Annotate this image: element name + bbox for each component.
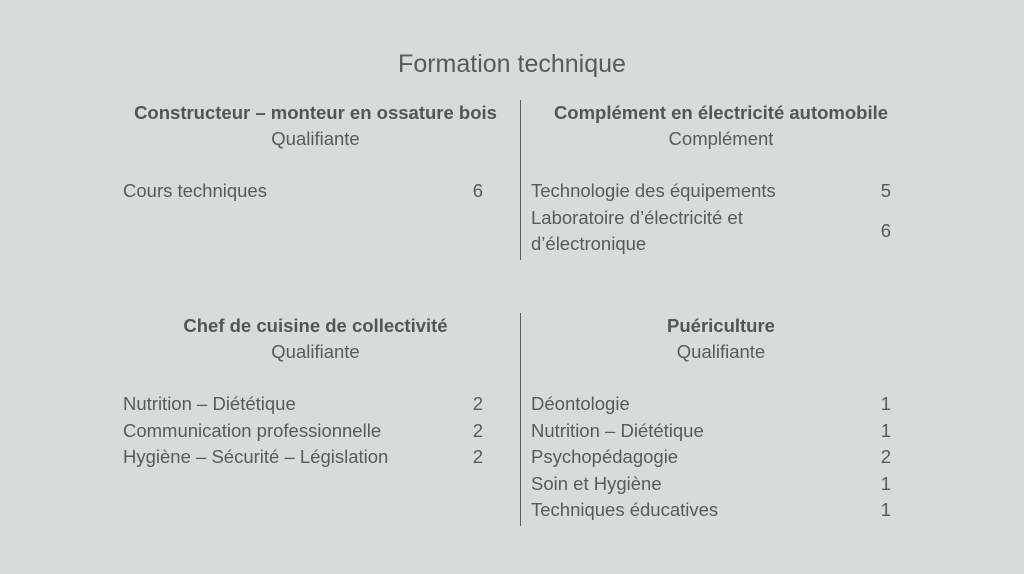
course-row xyxy=(531,178,891,205)
section-type: Qualifiante xyxy=(271,128,360,149)
course-row xyxy=(531,444,891,471)
course-name: Technologie des équipements xyxy=(531,180,776,201)
course-row xyxy=(531,471,891,498)
course-name: Hygiène – Sécurité – Législation xyxy=(123,446,389,467)
course-row xyxy=(531,497,891,524)
course-row xyxy=(531,418,891,445)
course-hours: 2 xyxy=(472,393,483,414)
course-hours: 2 xyxy=(472,446,483,467)
course-hours: 1 xyxy=(880,472,891,494)
course-hours: 1 xyxy=(880,393,891,414)
course-hours: 1 xyxy=(880,499,891,520)
section-constructeur xyxy=(123,100,497,260)
course-hours: 6 xyxy=(880,219,891,241)
course-name: Psychopédagogie xyxy=(531,446,679,467)
course-name: Laboratoire d’électricité et d’électronique xyxy=(531,206,743,254)
section-title: Complément en électricité automobile xyxy=(553,102,889,123)
course-row xyxy=(123,178,483,205)
course-hours: 5 xyxy=(880,180,891,201)
course-row xyxy=(531,391,891,418)
course-hours: 1 xyxy=(880,419,891,441)
section-title: Constructeur – monteur en ossature bois xyxy=(134,102,497,123)
course-name: Soin et Hygiène xyxy=(531,472,662,494)
section-title: Puériculture xyxy=(667,315,775,336)
section-cuisine xyxy=(123,313,483,526)
section-title: Chef de cuisine de collectivité xyxy=(183,315,448,336)
section-electricite xyxy=(531,100,891,260)
course-row xyxy=(531,205,891,258)
section-puericulture xyxy=(531,313,891,526)
course-name: Nutrition – Diététique xyxy=(123,393,296,414)
course-row xyxy=(123,391,483,418)
section-type: Qualifiante xyxy=(271,341,360,362)
page-title: Formation technique xyxy=(398,50,626,78)
course-row xyxy=(123,444,483,471)
course-name: Cours techniques xyxy=(123,180,267,201)
section-type: Complément xyxy=(668,128,774,149)
course-hours: 2 xyxy=(880,446,891,467)
course-name: Communication professionnelle xyxy=(123,419,382,441)
course-name: Techniques éducatives xyxy=(531,499,719,520)
course-row xyxy=(123,418,483,445)
course-name: Nutrition – Diététique xyxy=(531,419,704,441)
course-name: Déontologie xyxy=(531,393,630,414)
section-type: Qualifiante xyxy=(676,341,766,362)
course-hours: 2 xyxy=(472,419,483,441)
course-hours: 6 xyxy=(472,180,483,201)
